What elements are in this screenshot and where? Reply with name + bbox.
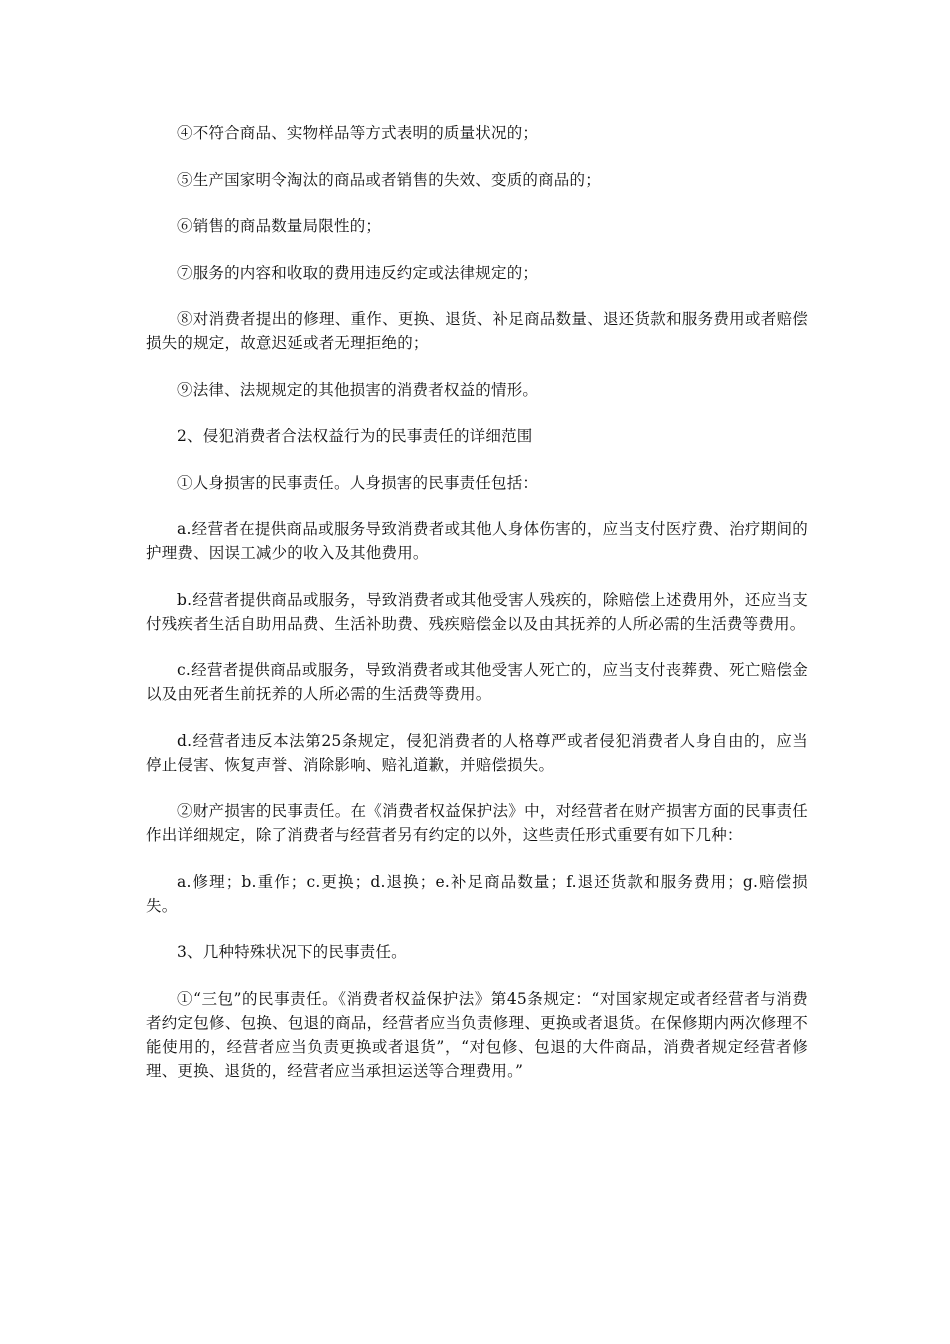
- paragraph-injury-d: d.经营者违反本法第25条规定，侵犯消费者的人格尊严或者侵犯消费者人身自由的，应当停止侵害、恢复声誉、消除影响、赔礼道歉，并赔偿损失。: [146, 731, 808, 774]
- section-heading-3: 3、几种特殊状况下的民事责任。: [177, 943, 407, 961]
- subsection-property-damage: ②财产损害的民事责任。在《消费者权益保护法》中，对经营者在财产损害方面的民事责任作出详细规定，除了消费者与经营者另有约定的以外，这些责任形式重要有如下几种：: [146, 802, 808, 844]
- subsection-personal-injury: ①人身损害的民事责任。人身损害的民事责任包括：: [177, 473, 539, 492]
- paragraph-injury-b: b.经营者提供商品或服务，导致消费者或其他受害人残疾的，除赔偿上述费用外，还应当支付残疾者生活自助用品费、生活补助费、残疾赔偿金以及由其抚养的人所必需的生活费等费用。: [146, 590, 808, 633]
- paragraph-injury-c: c.经营者提供商品或服务，导致消费者或其他受害人死亡的，应当支付丧葬费、死亡赔偿金以及由死者生前抚养的人所必需的生活费等费用。: [146, 661, 808, 703]
- paragraph-injury-a: a.经营者在提供商品或服务导致消费者或其他人身体伤害的，应当支付医疗费、治疗期间的护理费、因误工减少的收入及其他费用。: [146, 520, 808, 562]
- paragraph-item-5: ⑤生产国家明令淘汰的商品或者销售的失效、变质的商品的；: [177, 170, 601, 189]
- paragraph-property-forms: a.修理；b.重作；c.更换；d.退换；e.补足商品数量；f.退还货款和服务费用；g.赔偿损失。: [146, 872, 808, 915]
- paragraph-item-8: ⑧对消费者提出的修理、重作、更换、退货、补足商品数量、退还货款和服务费用或者赔偿损失的规定，故意迟延或者无理拒绝的；: [146, 310, 808, 352]
- paragraph-item-6: ⑥销售的商品数量局限性的；: [177, 217, 382, 235]
- document-body: [146, 121, 808, 1105]
- section-heading-2: 2、侵犯消费者合法权益行为的民事责任的详细范围: [177, 427, 533, 445]
- paragraph-three-guarantees: ①“三包”的民事责任。《消费者权益保护法》第45条规定：“对国家规定或者经营者与消费者约定包修、包换、包退的商品，经营者应当负责修理、更换或者退货。在保修期内两次修理不能使用的，经营者应当负责更换或者退货”，“对包修、包退的大件商品，消费者规定经营者修理、更换、退货的，经营者应当承担运送等合理费用。”: [146, 989, 808, 1080]
- paragraph-item-7: ⑦服务的内容和收取的费用违反约定或法律规定的；: [177, 263, 539, 282]
- paragraph-item-9: ⑨法律、法规规定的其他损害的消费者权益的情形。: [177, 380, 539, 399]
- paragraph-item-4: ④不符合商品、实物样品等方式表明的质量状况的；: [177, 124, 539, 142]
